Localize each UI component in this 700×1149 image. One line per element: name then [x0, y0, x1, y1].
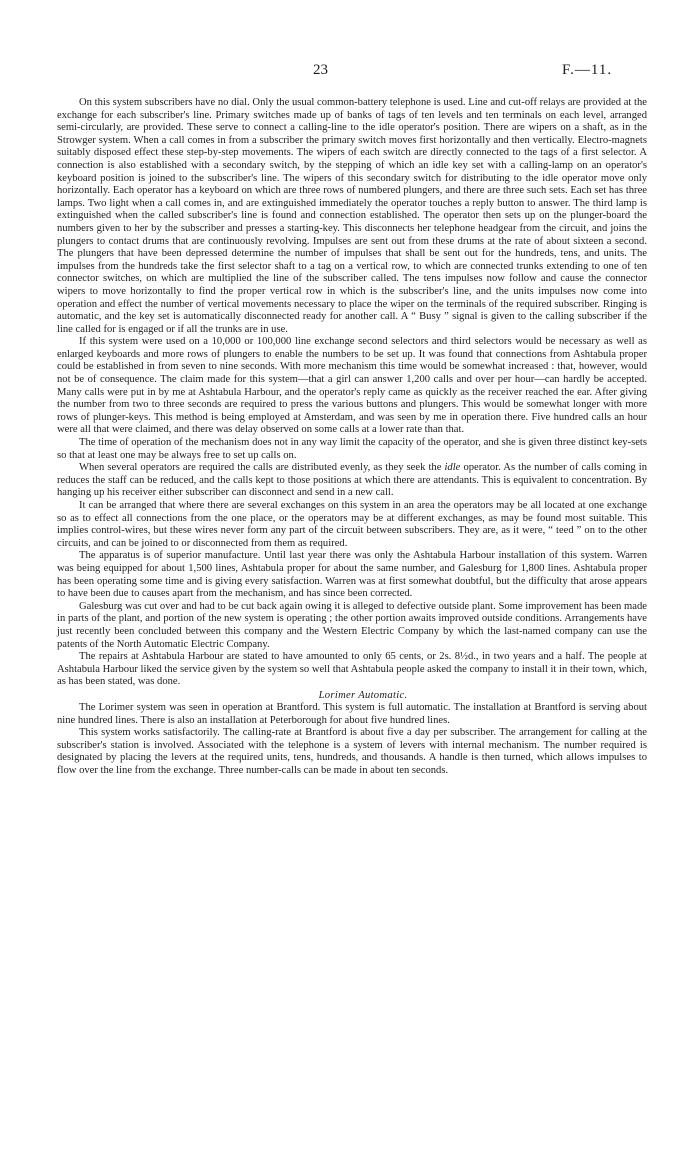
body-text: [57, 97, 647, 777]
section-heading-text: Lorimer Automatic.: [318, 689, 408, 701]
idle-paragraph-before: When several operators are required the calls are distributed evenly, as they seek the: [79, 462, 442, 474]
paragraph-control-wires: It can be arranged that where there are several exchanges on this system in an area the operators may be all located at one exchange so as to effect all connections from the one place, or the operators may be at different exchanges, as may be found most suitable. This implies control-wires, but these wires never form any part of the circuit between subscribers. They are, as it were, “ teed ” on to the other circuits, and can be joined to or disconnected from them as required.: [57, 500, 647, 549]
document-reference: F.—11.: [562, 62, 613, 78]
page-number: 23: [313, 62, 328, 78]
idle-paragraph-after: operator. As the number of calls coming in reduces the staff can be reduced, and the calls kept to those positions at which there are attendants. This is equivalent to concentration. By hanging up his receiver either subscriber can disconnect and send in a new call.: [57, 462, 648, 499]
idle-emphasis: idle: [444, 462, 461, 474]
page-header: [0, 62, 700, 80]
section-heading-lorimer: [57, 689, 647, 702]
paragraph-installations: The apparatus is of superior manufacture. Until last year there was only the Ashtabula Harbour installation of this system. Warren was being equipped for about 1,500 lines, Ashtabula proper for about the same number, and Galesburg for 1,800 lines. Ashtabula proper has been operating some time and is giving every satisfaction. Warren was at first somewhat doubtful, but the difficulty that arose appears to have been due to causes apart from the mechanism, and has since been corrected.: [57, 550, 647, 600]
paragraph-lorimer-levers: This system works satisfactorily. The calling-rate at Brantford is about five a day per subscriber. The arrangement for calling at the subscriber's station is involved. Associated with the telephone is a system of levers with internal mechanism. The number required is designated by placing the levers at the required units, tens, hundreds, and thousands. A handle is then turned, which allows impulses to flow over the line from the exchange. Three number-calls can be made in about ten seconds.: [57, 727, 647, 776]
paragraph-strowger-operation: On this system subscribers have no dial. Only the usual common-battery telephone is used. Line and cut-off relays are provided at the exchange for each subscriber's line. Primary switches made up of banks of tags of ten levels and ten terminals on each level, arranged semi-circularly, are provided. These serve to connect a calling-line to the idle operator's position. There are wipers on a shaft, as in the Strowger system. When a call comes in from a subscriber the primary switch moves first horizontally and then vertically. Electro-magnets suitably disposed effect these step-by-step movements. The wipers of each switch are directly connected to the tags of a first selector. A connection is also established with a secondary switch, by the stepping of which an idle key set with a calling-lamp on an operator's keyboard position is joined to the subscriber's line. The wipers of this secondary switch for distributing to the idle operator move only horizontally. Each operator has a keyboard on which are three rows of numbered plungers, and there are three such sets. Each set has three lamps. Two light when a call comes in, and are extinguished immediately the operator touches a reply button to answer. The third lamp is extinguished when the called subscriber's line is found and connection established. The operator then sets up on the plunger-board the numbers given to her by the subscriber and presses a starting-key. This disconnects her telephone headgear from the circuit, and joins the plungers to contact drums that are continuously revolving. Impulses are sent out from these drums at the rate of about sixteen a second. The plungers that have been depressed determine the number of impulses that shall be sent out for the hundreds, tens, and units. The impulses from the hundreds take the first selector shaft to a tag on a vertical row, to which are connected trunks extending to one of ten connector switches, on which are multiplied the line of the subscriber called. The tens impulses now follow and cause the connector wipers to move horizontally to find the proper vertical row in which is the subscriber's line, and the units impulses now come into operation and effect the number of vertical movements necessary to place the wiper on the terminals of the required subscriber. Ringing is automatic, and the key set is automatically disconnected ready for another call. A “ Busy ” signal is given to the calling subscriber if the line called for is engaged or if all the trunks are in use.: [57, 97, 647, 335]
paragraph-operator-capacity: The time of operation of the mechanism does not in any way limit the capacity of the operator, and she is given three distinct key-sets so that at least one may be always free to set up calls on.: [57, 437, 647, 461]
paragraph-idle-operator: [57, 462, 647, 500]
paragraph-lorimer-brantford: The Lorimer system was seen in operation at Brantford. This system is full automatic. The installation at Brantford is serving about nine hundred lines. There is also an installation at Peterborough for about five hundred lines.: [57, 701, 647, 726]
paragraph-repairs: The repairs at Ashtabula Harbour are stated to have amounted to only 65 cents, or 2s. 8½d., in two years and a half. The people at Ashtabula Harbour liked the service given by the system so well that Ashtabula people asked the company to install it in their town, which, as has been stated, was done.: [57, 651, 647, 688]
paragraph-galesburg: Galesburg was cut over and had to be cut back again owing it is alleged to defective outside plant. Some improvement has been made in parts of the plant, and portion of the new system is operating ; the other portion awaits improved outside conditions. Arrangements have just recently been concluded between this company and the Western Electric Company by which the last-named company can use the patents of the North Automatic Electric Company.: [57, 600, 647, 650]
paragraph-large-exchange: If this system were used on a 10,000 or 100,000 line exchange second selectors and third selectors would be necessary as well as enlarged keyboards and more rows of plungers to enable the numbers to be set up. It was found that connections from Ashtabula proper could be established in from seven to nine seconds. With more mechanism this time would be somewhat increased : that, however, would not be of consequence. The claim made for this system—that a girl can answer 1,200 calls and over per hour—can hardly be accepted. Many calls were put in by me at Ashtabula Harbour, and the operator's reply came as quickly as the receiver reached the ear. After giving the number from two to three seconds are required to press the various buttons and plungers. This would be somewhat longer with more rows of plunger-keys. This method is being employed at Amsterdam, and was seen by me in operation there. Five hundred calls an hour were all that were claimed, and there was delay observed on some calls at a lower rate than that.: [57, 336, 647, 436]
